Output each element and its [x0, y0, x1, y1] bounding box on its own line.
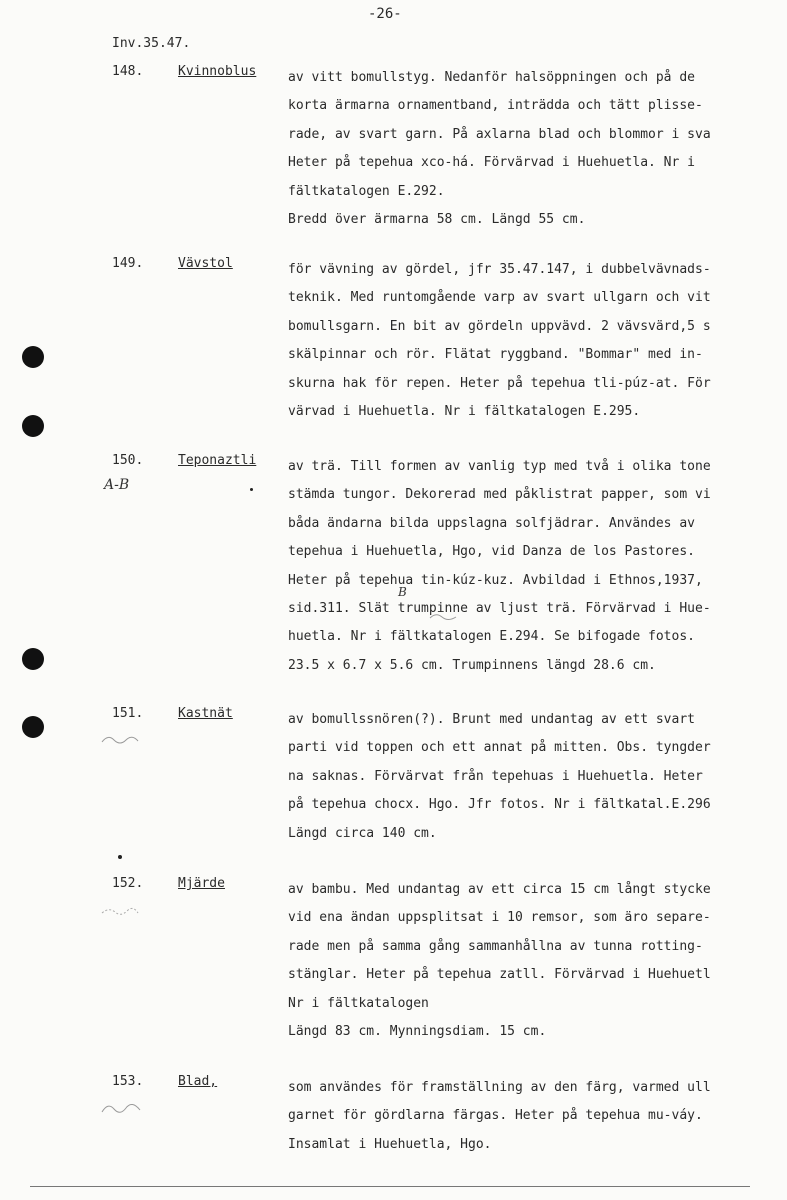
description-line: skälpinnar och rör. Flätat ryggband. "Bommar" med in-	[288, 347, 703, 363]
description-line: Längd circa 140 cm.	[288, 825, 437, 841]
description-line: rade, av svart garn. På axlarna blad och blommor i sva	[288, 126, 711, 142]
entry-name: Teponaztli	[178, 453, 257, 468]
entry-number: 149.	[112, 256, 144, 271]
description-line: 23.5 x 6.7 x 5.6 cm. Trumpinnens längd 28.6 cm.	[288, 657, 656, 673]
description-line: fältkatalogen E.292.	[288, 183, 445, 199]
ink-dot	[118, 855, 122, 859]
pencil-scribble-icon	[100, 1100, 142, 1116]
entry-description	[288, 64, 768, 234]
punch-hole	[22, 415, 44, 437]
entry-name: Blad,	[178, 1074, 218, 1089]
description-line: garnet för gördlarna färgas. Heter på tepehua mu-váy.	[288, 1108, 703, 1124]
entry-description	[288, 876, 768, 1046]
description-line: Längd 83 cm. Mynningsdiam. 15 cm.	[288, 1023, 547, 1039]
description-line: Nr i fältkatalogen	[288, 995, 429, 1011]
description-line: som användes för framställning av den färg, varmed ull	[288, 1080, 711, 1095]
entry-description	[288, 706, 768, 848]
description-line: av trä. Till formen av vanlig typ med två i olika tone	[288, 459, 711, 474]
description-line: värvad i Huehuetla. Nr i fältkatalogen E.295.	[288, 403, 641, 419]
description-line: av bomullssnören(?). Brunt med undantag av ett svart	[288, 712, 695, 727]
pencil-scribble-icon	[428, 610, 458, 622]
punch-hole	[22, 716, 44, 738]
handwritten-annotation: A-B	[104, 477, 130, 493]
description-line: korta ärmarna ornamentband, inträdda och tätt plisse-	[288, 98, 703, 114]
description-line: na saknas. Förvärvat från tepehuas i Huehuetla. Heter	[288, 768, 703, 784]
entry-number: 153.	[112, 1074, 144, 1089]
entry-name: Vävstol	[178, 256, 233, 271]
description-line: Bredd över ärmarna 58 cm. Längd 55 cm.	[288, 211, 586, 227]
entry-name: Mjärde	[178, 876, 225, 891]
description-line: bomullsgarn. En bit av gördeln uppvävd. 2 vävsvärd,5 s	[288, 318, 711, 334]
entry-number: 148.	[112, 64, 144, 79]
description-line: sid.311. Slät trumpinne av ljust trä. Förvärvad i Hue-	[288, 600, 711, 616]
description-line: av bambu. Med undantag av ett circa 15 cm långt stycke	[288, 882, 711, 897]
pencil-scribble-icon	[100, 732, 140, 746]
entry-description	[288, 1074, 768, 1159]
description-line: av vitt bomullstyg. Nedanför halsöppningen och på de	[288, 70, 695, 85]
page-number: -26-	[368, 6, 402, 22]
description-line: för vävning av gördel, jfr 35.47.147, i dubbelvävnads-	[288, 262, 711, 277]
entry-name: Kastnät	[178, 706, 233, 721]
description-line: teknik. Med runtomgående varp av svart ullgarn och vit	[288, 290, 711, 306]
description-line: huetla. Nr i fältkatalogen E.294. Se bifogade fotos.	[288, 629, 695, 645]
description-line: Insamlat i Huehuetla, Hgo.	[288, 1136, 492, 1152]
inventory-number: Inv.35.47.	[112, 36, 191, 51]
bottom-edge-line	[30, 1186, 750, 1187]
entry-name: Kvinnoblus	[178, 64, 257, 79]
entry-number: 150.	[112, 453, 144, 468]
description-line: stänglar. Heter på tepehua zatll. Förvärvad i Huehuetl	[288, 967, 711, 983]
description-line: skurna hak för repen. Heter på tepehua tli-púz-at. För	[288, 375, 711, 391]
handwritten-superscript: B	[398, 585, 407, 599]
description-line: rade men på samma gång sammanhållna av tunna rotting-	[288, 938, 703, 954]
entry-number: 152.	[112, 876, 144, 891]
entry-description	[288, 256, 768, 426]
punch-hole	[22, 346, 44, 368]
pencil-scribble-icon	[100, 904, 140, 918]
punch-hole	[22, 648, 44, 670]
description-line: Heter på tepehua xco-há. Förvärvad i Huehuetla. Nr i	[288, 155, 695, 171]
description-line: Heter på tepehua tin-kúz-kuz. Avbildad i Ethnos,1937,	[288, 572, 703, 588]
ink-dot	[250, 488, 253, 491]
description-line: stämda tungor. Dekorerad med påklistrat papper, som vi	[288, 487, 711, 503]
description-line: tepehua i Huehuetla, Hgo, vid Danza de los Pastores.	[288, 544, 695, 560]
description-line: vid ena ändan uppsplitsat i 10 remsor, som äro separe-	[288, 910, 711, 926]
description-line: parti vid toppen och ett annat på mitten. Obs. tyngder	[288, 740, 711, 756]
description-line: båda ändarna bilda uppslagna solfjädrar. Användes av	[288, 515, 695, 531]
entry-description	[288, 453, 768, 680]
description-line: på tepehua chocx. Hgo. Jfr fotos. Nr i fältkatal.E.296	[288, 797, 711, 813]
entry-number: 151.	[112, 706, 144, 721]
